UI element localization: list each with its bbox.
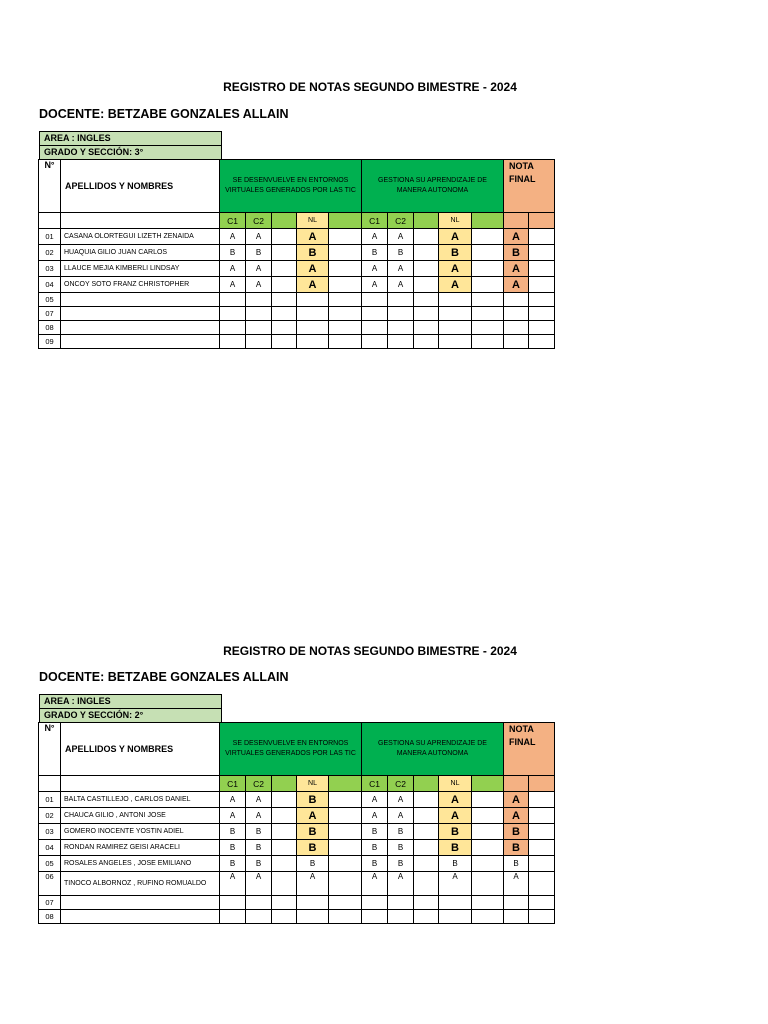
nl-grade-cell: A (297, 229, 329, 245)
grade-cell: B (246, 840, 272, 856)
table-row (39, 307, 555, 321)
header-c1: C1 (220, 213, 246, 229)
grade-cell: A (220, 792, 246, 808)
nl-grade-cell: B (297, 856, 329, 872)
grade-cell: A (362, 792, 388, 808)
area-label: AREA : INGLES (40, 695, 221, 709)
nl-grade-cell: B (439, 245, 472, 261)
student-name (61, 321, 220, 335)
nl-grade-cell: A (297, 277, 329, 293)
row-number: 04 (39, 277, 61, 293)
table-row (39, 335, 555, 349)
grade-cell: A (362, 808, 388, 824)
nl-grade-cell: B (297, 245, 329, 261)
nl-grade-cell: A (297, 872, 329, 896)
page-title: REGISTRO DE NOTAS SEGUNDO BIMESTRE - 2024 (223, 80, 517, 94)
header-competency-1: SE DESENVUELVE EN ENTORNOS VIRTUALES GENERADOS POR LAS TIC (220, 160, 362, 213)
header-c2: C2 (388, 776, 414, 792)
grade-cell: B (220, 245, 246, 261)
info-box (39, 131, 222, 160)
area-label: AREA : INGLES (40, 132, 221, 146)
final-grade-cell: A (504, 261, 529, 277)
grade-cell: A (220, 277, 246, 293)
grade-cell: A (246, 808, 272, 824)
student-name: RONDAN RAMIREZ GEISI ARACELI (61, 840, 220, 856)
nl-grade-cell: B (297, 840, 329, 856)
grade-cell: A (388, 792, 414, 808)
header-competency-2: GESTIONA SU APRENDIZAJE DE MANERA AUTONOMA (362, 723, 504, 776)
header-name: APELLIDOS Y NOMBRES (61, 160, 220, 213)
header-nl: NL (439, 213, 472, 229)
grade-cell: B (220, 824, 246, 840)
row-number: 08 (39, 321, 61, 335)
student-name: GOMERO INOCENTE YOSTIN ADIEL (61, 824, 220, 840)
row-number: 04 (39, 840, 61, 856)
table-row (39, 229, 555, 245)
row-number: 06 (39, 872, 61, 896)
table-row (39, 792, 555, 808)
nl-grade-cell: A (439, 229, 472, 245)
final-grade-cell: A (504, 808, 529, 824)
row-number: 02 (39, 808, 61, 824)
final-grade-cell: A (504, 229, 529, 245)
grade-record-section-1 (0, 0, 768, 360)
header-final-grade: NOTA FINAL (504, 160, 555, 213)
table-row (39, 824, 555, 840)
student-name: ONCOY SOTO FRANZ CHRISTOPHER (61, 277, 220, 293)
page-title: REGISTRO DE NOTAS SEGUNDO BIMESTRE - 2024 (223, 644, 517, 658)
table-row (39, 293, 555, 307)
grade-cell: A (388, 229, 414, 245)
grade-cell: A (388, 808, 414, 824)
table-row (39, 277, 555, 293)
nl-grade-cell: A (439, 808, 472, 824)
subheader-row (39, 776, 555, 792)
row-number: 01 (39, 229, 61, 245)
final-grade-cell: A (504, 277, 529, 293)
row-number: 05 (39, 856, 61, 872)
header-row (39, 160, 555, 213)
student-name (61, 896, 220, 910)
final-grade-cell: B (504, 856, 529, 872)
grade-cell: A (246, 229, 272, 245)
header-c1: C1 (362, 776, 388, 792)
row-number: 03 (39, 261, 61, 277)
grade-cell: B (246, 824, 272, 840)
nl-grade-cell: A (297, 808, 329, 824)
row-number: 03 (39, 824, 61, 840)
header-c2: C2 (246, 776, 272, 792)
header-final-grade: NOTA FINAL (504, 723, 555, 776)
grade-cell: B (246, 856, 272, 872)
grade-cell: B (388, 245, 414, 261)
grades-table (38, 159, 555, 349)
grade-cell: B (362, 824, 388, 840)
table-row (39, 321, 555, 335)
grade-cell: A (246, 872, 272, 896)
table-row (39, 261, 555, 277)
student-name: HUAQUIA GILIO JUAN CARLOS (61, 245, 220, 261)
grade-cell: B (388, 856, 414, 872)
grade-cell: A (362, 261, 388, 277)
header-num: N° (39, 160, 61, 213)
grade-cell: A (362, 229, 388, 245)
grade-cell: A (388, 872, 414, 896)
student-name (61, 335, 220, 349)
nl-grade-cell: B (297, 792, 329, 808)
table-row (39, 872, 555, 896)
grade-cell: A (220, 808, 246, 824)
row-number: 07 (39, 307, 61, 321)
final-grade-cell: A (504, 872, 529, 896)
header-c2: C2 (246, 213, 272, 229)
header-c1: C1 (362, 213, 388, 229)
nl-grade-cell: A (297, 261, 329, 277)
grade-cell: B (246, 245, 272, 261)
grade-cell: B (388, 840, 414, 856)
table-row (39, 910, 555, 924)
nl-grade-cell: B (439, 856, 472, 872)
row-number: 01 (39, 792, 61, 808)
grade-cell: A (220, 229, 246, 245)
nl-grade-cell: A (439, 277, 472, 293)
grade-cell: A (220, 261, 246, 277)
grade-cell: B (220, 856, 246, 872)
grade-cell: A (388, 261, 414, 277)
table-row (39, 896, 555, 910)
header-c1: C1 (220, 776, 246, 792)
nl-grade-cell: A (439, 792, 472, 808)
teacher-name: DOCENTE: BETZABE GONZALES ALLAIN (39, 107, 289, 121)
grade-cell: A (246, 261, 272, 277)
grade-cell: A (246, 277, 272, 293)
header-name: APELLIDOS Y NOMBRES (61, 723, 220, 776)
teacher-name: DOCENTE: BETZABE GONZALES ALLAIN (39, 670, 289, 684)
final-grade-cell: A (504, 792, 529, 808)
row-number: 02 (39, 245, 61, 261)
grade-cell: A (220, 872, 246, 896)
nl-grade-cell: B (297, 824, 329, 840)
table-row (39, 856, 555, 872)
row-number: 07 (39, 896, 61, 910)
nl-grade-cell: B (439, 824, 472, 840)
student-name (61, 293, 220, 307)
student-name: ROSALES ANGELES , JOSE EMILIANO (61, 856, 220, 872)
header-competency-2: GESTIONA SU APRENDIZAJE DE MANERA AUTONOMA (362, 160, 504, 213)
table-row (39, 808, 555, 824)
header-nl: NL (297, 213, 329, 229)
grade-cell: B (220, 840, 246, 856)
student-name (61, 307, 220, 321)
table-row (39, 245, 555, 261)
header-competency-1: SE DESENVUELVE EN ENTORNOS VIRTUALES GENERADOS POR LAS TIC (220, 723, 362, 776)
header-num: N° (39, 723, 61, 776)
row-number: 09 (39, 335, 61, 349)
grade-cell: A (388, 277, 414, 293)
header-c2: C2 (388, 213, 414, 229)
grades-table (38, 722, 555, 924)
nl-grade-cell: A (439, 261, 472, 277)
header-row (39, 723, 555, 776)
grade-cell: B (362, 245, 388, 261)
grade-section-label: GRADO Y SECCIÓN: 3° (40, 146, 221, 160)
nl-grade-cell: B (439, 840, 472, 856)
grade-cell: A (362, 277, 388, 293)
grade-cell: A (246, 792, 272, 808)
table-row (39, 840, 555, 856)
final-grade-cell: B (504, 245, 529, 261)
grade-section-label: GRADO Y SECCIÓN: 2° (40, 709, 221, 723)
subheader-row (39, 213, 555, 229)
header-nl: NL (439, 776, 472, 792)
grade-cell: B (388, 824, 414, 840)
student-name: CASANA OLORTEGUI LIZETH ZENAIDA (61, 229, 220, 245)
row-number: 05 (39, 293, 61, 307)
header-nl: NL (297, 776, 329, 792)
info-box (39, 694, 222, 723)
grade-cell: A (362, 872, 388, 896)
final-grade-cell: B (504, 824, 529, 840)
student-name: CHAUCA GILIO , ANTONI JOSE (61, 808, 220, 824)
row-number: 08 (39, 910, 61, 924)
final-grade-cell: B (504, 840, 529, 856)
student-name: BALTA CASTILLEJO , CARLOS DANIEL (61, 792, 220, 808)
nl-grade-cell: A (439, 872, 472, 896)
grade-cell: B (362, 840, 388, 856)
grade-cell: B (362, 856, 388, 872)
student-name: LLAUCE MEJIA KIMBERLI LINDSAY (61, 261, 220, 277)
student-name: TINOCO ALBORNOZ , RUFINO ROMUALDO (61, 872, 220, 896)
student-name (61, 910, 220, 924)
